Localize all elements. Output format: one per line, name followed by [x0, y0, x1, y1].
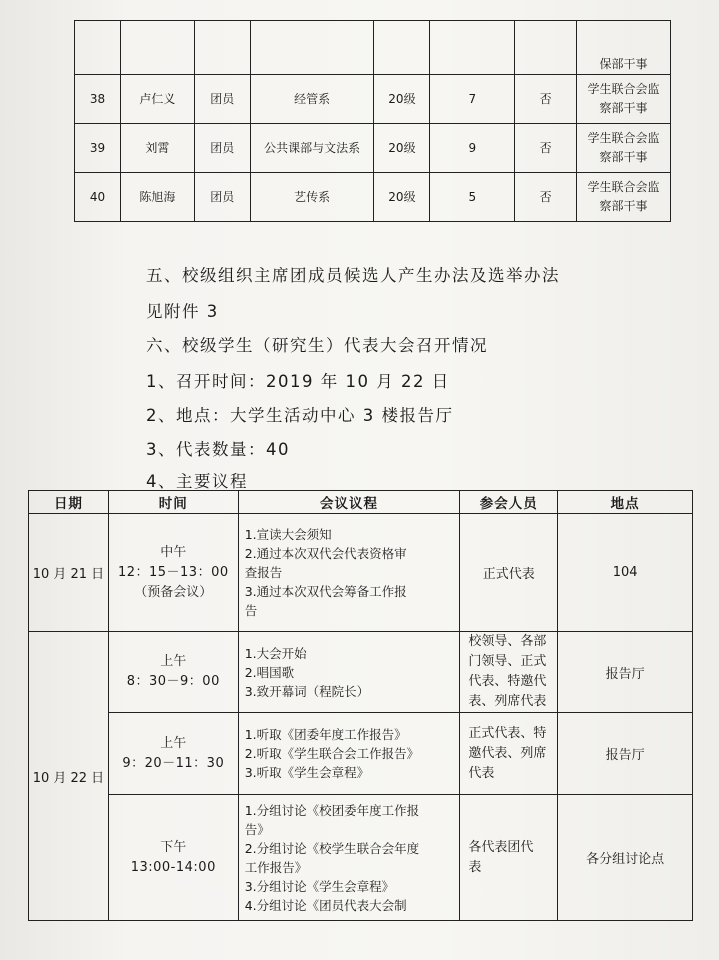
- member-name: 刘霄: [120, 124, 194, 173]
- agenda-items: 1.听取《团委年度工作报告》 2.听取《学生联合会工作报告》 3.听取《学生会章程》: [238, 713, 460, 795]
- agenda-attendees: 正式代表、特 邀代表、列席 代表: [460, 713, 558, 795]
- agenda-attendees: 正式代表: [460, 514, 558, 632]
- member-department: 公共课部与文法系: [250, 124, 374, 173]
- agenda-items: 1.宣读大会须知 2.通过本次双代会代表资格审 查报告 3.通过本次双代会筹备工作报 告: [238, 514, 460, 632]
- header-agenda: 会议议程: [238, 491, 460, 514]
- agenda-attendees: 各代表团代 表: [460, 795, 558, 921]
- member-grade: 20级: [374, 124, 430, 173]
- table-row: [29, 713, 693, 795]
- agenda-date: 10 月 22 日: [29, 632, 109, 921]
- member-count: 5: [430, 173, 515, 222]
- member-grade: 20级: [374, 75, 430, 124]
- table-cell: [75, 21, 121, 75]
- member-department: 艺传系: [250, 173, 374, 222]
- member-count: 9: [430, 124, 515, 173]
- table-cell: [194, 21, 250, 75]
- table-cell: [374, 21, 430, 75]
- member-role: 学生联合会监 察部干事: [577, 124, 671, 173]
- table-row: [75, 124, 671, 173]
- member-flag: 否: [515, 124, 577, 173]
- agenda-time: 上午 9：20－11：30: [108, 713, 238, 795]
- agenda-time: 中午 12：15－13：00 （预备会议）: [108, 514, 238, 632]
- agenda-heading: 4、主要议程: [146, 472, 248, 491]
- header-attendees: 参会人员: [460, 491, 558, 514]
- agenda-time: 上午 8：30－9：00: [108, 632, 238, 713]
- section-5-heading: 五、校级组织主席团成员候选人产生办法及选举办法: [146, 266, 560, 285]
- agenda-location: 104: [558, 514, 693, 632]
- agenda-location: 各分组讨论点: [558, 795, 693, 921]
- row-number: 39: [75, 124, 121, 173]
- table-row: [75, 21, 671, 75]
- agenda-date: 10 月 21 日: [29, 514, 109, 632]
- member-role: 学生联合会监 察部干事: [577, 173, 671, 222]
- table-cell: [430, 21, 515, 75]
- agenda-items: 1.分组讨论《校团委年度工作报 告》 2.分组讨论《校学生联合会年度 工作报告》 3.分组讨论《学生会章程》 4.分组讨论《团员代表大会制: [238, 795, 460, 921]
- agenda-time: 下午 13:00-14:00: [108, 795, 238, 921]
- meeting-time: 1、召开时间：2019 年 10 月 22 日: [146, 372, 450, 391]
- table-cell: 保部干事: [577, 21, 671, 75]
- table-row: [75, 75, 671, 124]
- table-cell: [120, 21, 194, 75]
- table-cell: [250, 21, 374, 75]
- member-name: 陈旭海: [120, 173, 194, 222]
- agenda-table: [28, 490, 693, 921]
- section-5-reference: 见附件 3: [146, 302, 219, 321]
- member-grade: 20级: [374, 173, 430, 222]
- member-role: 学生联合会监 察部干事: [577, 75, 671, 124]
- agenda-attendees: 校领导、各部 门领导、正式 代表、特邀代 表、列席代表: [460, 632, 558, 713]
- header-time: 时间: [108, 491, 238, 514]
- table-row: [75, 173, 671, 222]
- member-status: 团员: [194, 75, 250, 124]
- meeting-location: 2、地点：大学生活动中心 3 楼报告厅: [146, 406, 454, 425]
- row-number: 38: [75, 75, 121, 124]
- delegate-count: 3、代表数量：40: [146, 440, 290, 459]
- agenda-location: 报告厅: [558, 713, 693, 795]
- member-table: [74, 20, 671, 222]
- agenda-header-row: [29, 491, 693, 514]
- header-date: 日期: [29, 491, 109, 514]
- member-name: 卢仁义: [120, 75, 194, 124]
- section-6-heading: 六、校级学生（研究生）代表大会召开情况: [146, 336, 488, 355]
- agenda-location: 报告厅: [558, 632, 693, 713]
- member-count: 7: [430, 75, 515, 124]
- member-flag: 否: [515, 173, 577, 222]
- table-row: [29, 632, 693, 713]
- agenda-items: 1.大会开始 2.唱国歌 3.致开幕词（程院长）: [238, 632, 460, 713]
- member-status: 团员: [194, 173, 250, 222]
- row-number: 40: [75, 173, 121, 222]
- member-department: 经管系: [250, 75, 374, 124]
- header-location: 地点: [558, 491, 693, 514]
- member-flag: 否: [515, 75, 577, 124]
- table-cell: [515, 21, 577, 75]
- table-row: [29, 514, 693, 632]
- table-row: [29, 795, 693, 921]
- member-status: 团员: [194, 124, 250, 173]
